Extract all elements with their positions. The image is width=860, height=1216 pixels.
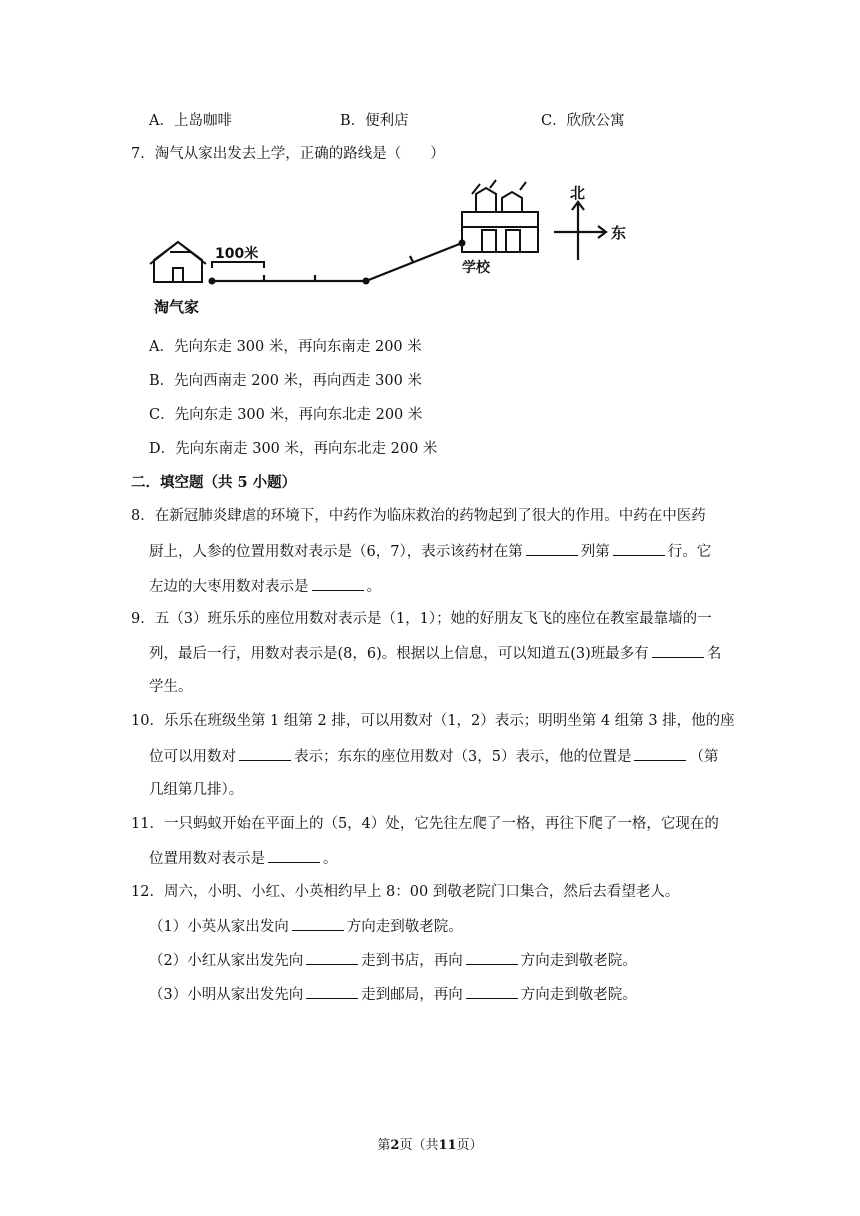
answer-blank[interactable]: [634, 746, 686, 761]
scale-bracket: [212, 262, 264, 268]
q12-part2: [149, 950, 637, 971]
q10-line2: [149, 746, 718, 767]
section-title: 二．填空题（共 5 小题）: [131, 474, 297, 491]
q8-line1: 8．在新冠肺炎肆虐的环境下，中药作为临床救治的药物起到了很大的作用。中药在中医药: [131, 508, 706, 524]
q8-text: 。: [366, 579, 381, 595]
answer-blank[interactable]: [292, 916, 344, 931]
q10-line3: 几组第几排）。: [149, 782, 244, 798]
q11-text: 。: [323, 851, 338, 867]
q12-text: 方向走到敬老院。: [346, 919, 463, 935]
q8-line2: [149, 541, 711, 562]
answer-blank[interactable]: [306, 984, 358, 999]
q7-option-d: D．先向东南走 300 米，再向东北走 200 米: [149, 441, 438, 457]
answer-blank[interactable]: [239, 746, 291, 761]
q11-line1: 11．一只蚂蚁开始在平面上的（5，4）处，它先往左爬了一格，再往下爬了一格，它现在的: [131, 816, 719, 832]
compass-icon: [554, 202, 606, 260]
q8-text: 左边的大枣用数对表示是: [149, 579, 309, 595]
q9-line2: [149, 643, 721, 664]
answer-blank[interactable]: [312, 576, 364, 591]
scale-label: 100米: [215, 246, 259, 262]
school-icon: [462, 180, 538, 252]
q8-text: 厨上，人参的位置用数对表示是（6，7），表示该药材在第: [149, 544, 523, 560]
q10-line1: 10．乐乐在班级坐第 1 组第 2 排，可以用数对（1，2）表示；明明坐第 4 组第 3 排，他的座: [131, 713, 735, 729]
q12-text: （3）小明从家出发先向: [149, 987, 304, 1003]
q9-text: 列，最后一行，用数对表示是(8，6)。根据以上信息，可以知道五(3)班最多有: [149, 646, 649, 662]
turn-point: [363, 278, 370, 285]
total-pages: 11: [438, 1138, 457, 1153]
q12-stem: 12．周六，小明、小红、小英相约早上 8：00 到敬老院门口集合，然后去看望老人。: [131, 884, 680, 900]
q12-text: （2）小红从家出发先向: [149, 953, 304, 969]
q12-text: （1）小英从家出发向: [149, 919, 289, 935]
q8-text: 行。它: [667, 544, 712, 560]
q11-line2: [149, 848, 338, 869]
page-footer: [0, 1134, 860, 1153]
q7-option-c: C．先向东走 300 米，再向东北走 200 米: [149, 407, 423, 423]
answer-blank[interactable]: [613, 541, 665, 556]
q7-stem: 7．淘气从家出发去上学，正确的路线是（ ）: [131, 146, 445, 162]
q6-option-a: A．上岛咖啡: [149, 113, 232, 129]
home-label: 淘气家: [154, 298, 200, 316]
q10-text: （第: [689, 749, 719, 765]
east-label: 东: [611, 224, 627, 242]
q8-line3: [149, 576, 381, 597]
q7-option-b: B．先向西南走 200 米，再向西走 300 米: [149, 373, 422, 389]
answer-blank[interactable]: [268, 848, 320, 863]
q12-text: 方向走到敬老院。: [520, 987, 637, 1003]
answer-blank[interactable]: [466, 950, 518, 965]
q12-text: 走到书店，再向: [361, 953, 463, 969]
north-label: 北: [570, 184, 586, 202]
school-label: 学校: [462, 260, 490, 276]
house-icon: [150, 242, 206, 282]
answer-blank[interactable]: [466, 984, 518, 999]
q6-option-c: C．欣欣公寓: [541, 113, 625, 129]
q10-text: 表示；东东的座位用数对（3，5）表示，他的位置是: [294, 749, 632, 765]
q7-option-a: A．先向东走 300 米，再向东南走 200 米: [149, 339, 422, 355]
footer-text: 页）: [456, 1138, 483, 1153]
answer-blank[interactable]: [652, 643, 704, 658]
footer-text: 第: [377, 1138, 391, 1153]
q9-text: 名: [706, 646, 722, 662]
page-number: 2: [390, 1138, 400, 1153]
answer-blank[interactable]: [526, 541, 578, 556]
home-point: [209, 278, 216, 285]
answer-blank[interactable]: [306, 950, 358, 965]
q10-text: 位可以用数对: [149, 749, 236, 765]
q12-part1: [149, 916, 463, 937]
q9-line1: 9．五（3）班乐乐的座位用数对表示是（1，1）；她的好朋友飞飞的座位在教室最靠墙的一: [131, 611, 712, 627]
footer-text: 页（共: [399, 1138, 439, 1153]
route-diagram: [140, 172, 660, 322]
q12-part3: [149, 984, 637, 1005]
q9-line3: 学生。: [149, 679, 193, 695]
q6-option-b: B．便利店: [340, 113, 409, 129]
q12-text: 走到邮局，再向: [361, 987, 463, 1003]
q12-text: 方向走到敬老院。: [520, 953, 637, 969]
q11-text: 位置用数对表示是: [149, 851, 265, 867]
q8-text: 列第: [580, 544, 610, 560]
